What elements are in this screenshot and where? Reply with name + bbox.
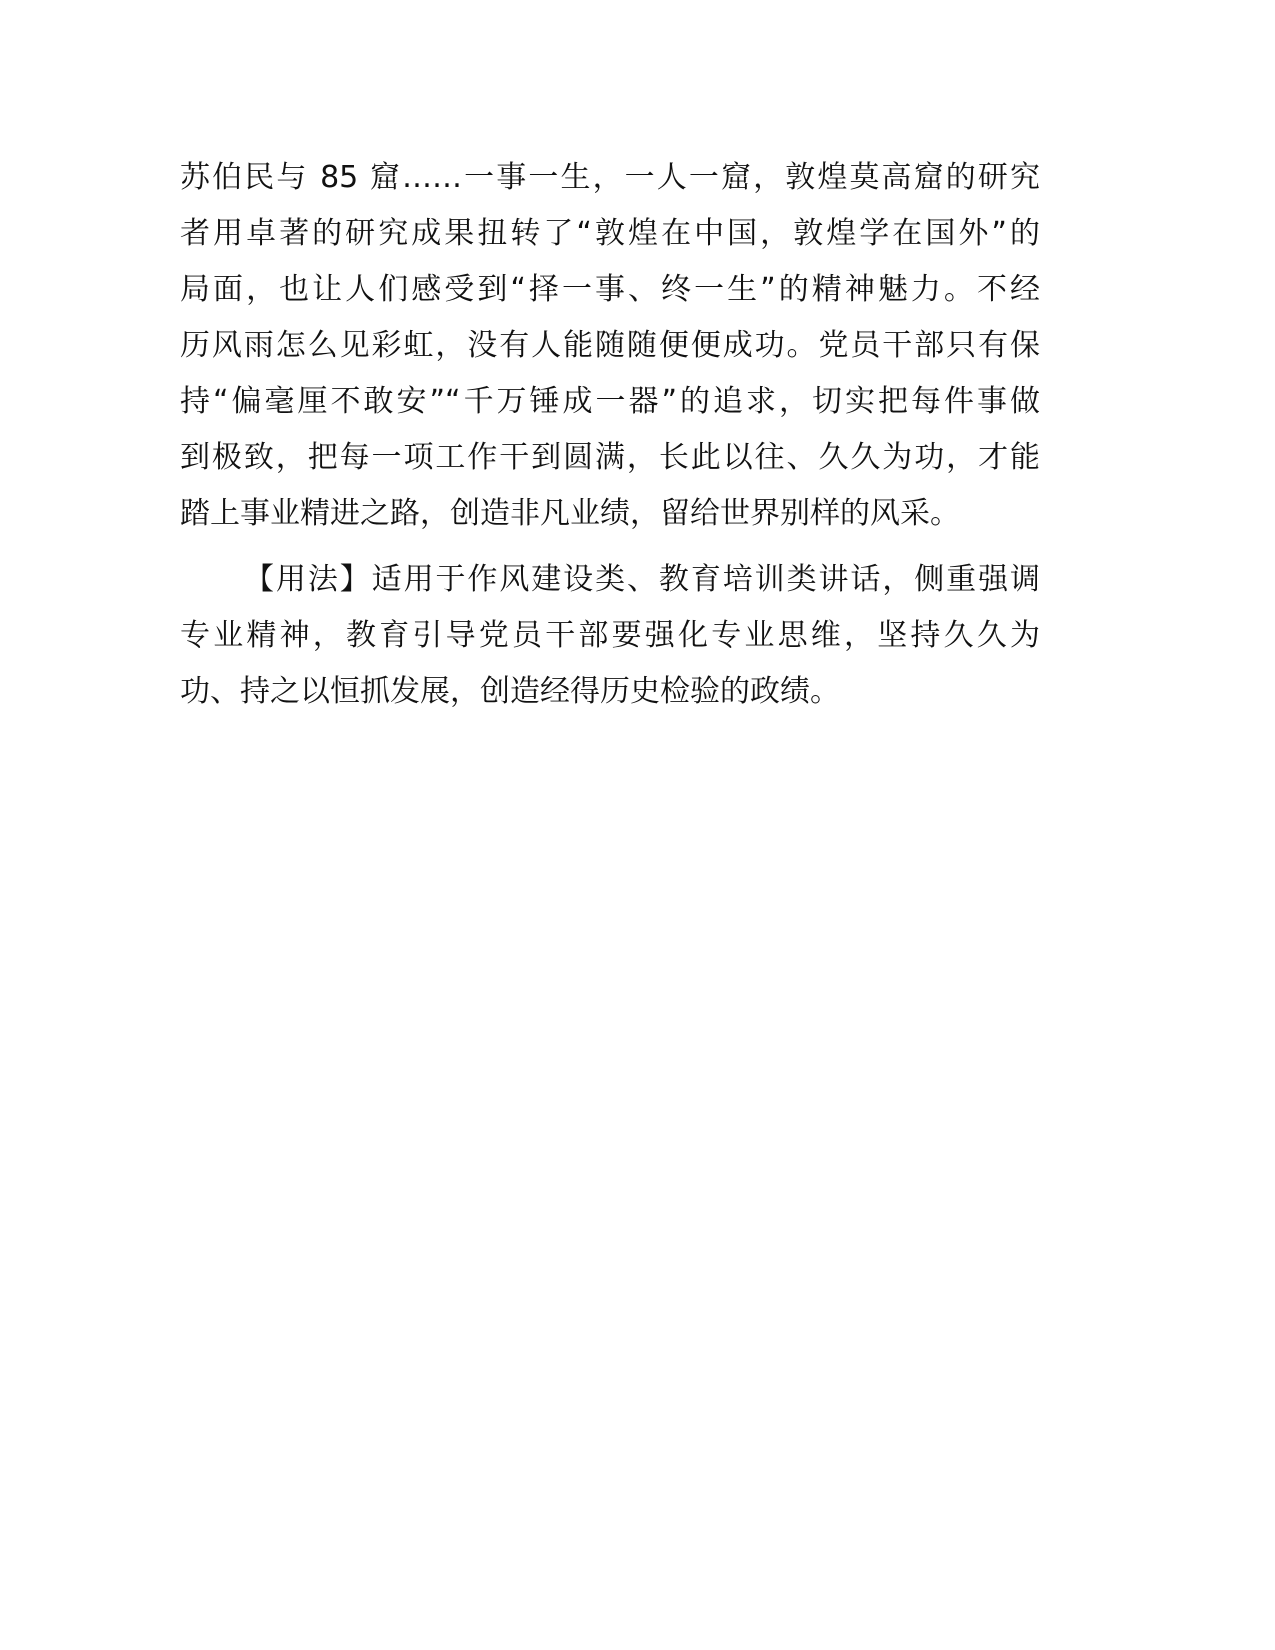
text-line: 局面，也让人们感受到“择一事、终一生”的精神魅力。不经 [180, 272, 1040, 307]
text-line: 专业精神，教育引导党员干部要强化专业思维，坚持久久为 [180, 618, 1040, 653]
paragraph-spacer [180, 542, 1040, 552]
paragraph-2 [180, 552, 1040, 720]
text-line: 者用卓著的研究成果扭转了“敦煌在中国，敦煌学在国外”的 [180, 216, 1040, 251]
text-line: 踏上事业精进之路，创造非凡业绩，留给世界别样的风采。 [180, 496, 960, 531]
text-line: 【用法】适用于作风建设类、教育培训类讲话，侧重强调 [244, 562, 1040, 597]
text-line: 持“偏毫厘不敢安”“千万锤成一器”的追求，切实把每件事做 [180, 384, 1040, 419]
text-line: 苏伯民与 85 窟……一事一生，一人一窟，敦煌莫高窟的研究 [180, 160, 1040, 195]
text-line: 功、持之以恒抓发展，创造经得历史检验的政绩。 [180, 674, 840, 709]
text-line: 历风雨怎么见彩虹，没有人能随随便便成功。党员干部只有保 [180, 328, 1040, 363]
document-body [180, 150, 1040, 720]
text-line: 到极致，把每一项工作干到圆满，长此以往、久久为功，才能 [180, 440, 1040, 475]
paragraph-1 [180, 150, 1040, 542]
